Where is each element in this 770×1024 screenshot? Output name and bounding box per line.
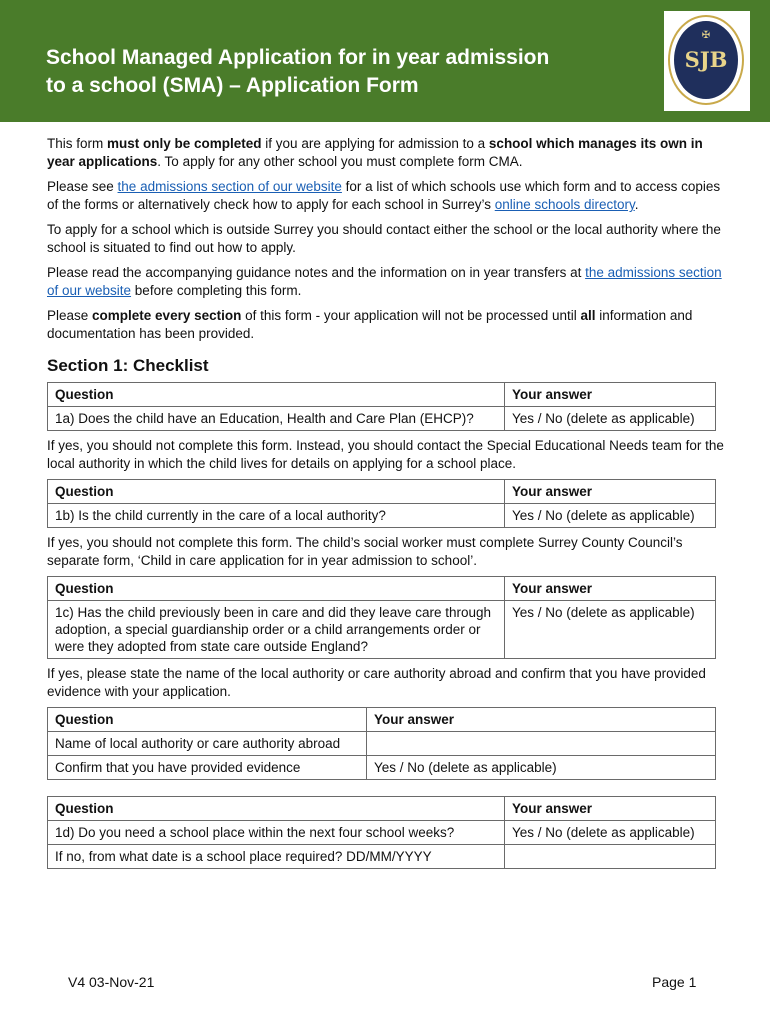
admissions-website-link[interactable]: the admissions section of our website [117, 179, 342, 194]
evidence-label: Confirm that you have provided evidence [48, 756, 367, 780]
table-row [48, 407, 716, 431]
question-1c: 1c) Has the child previously been in care and did they leave care through adoption, a special guardianship order or a child arrangements order or were they adopted from state care outside England? [48, 601, 505, 659]
table-row [48, 845, 716, 869]
schools-directory-link[interactable]: online schools directory [494, 197, 635, 212]
section-1-title: Section 1: Checklist [47, 356, 209, 375]
answer-1d-field[interactable]: Yes / No (delete as applicable) [505, 821, 716, 845]
note-1b: If yes, you should not complete this form. The child’s social worker must complete Surrey County Council’s separate form, ‘Child in care application for in year admission to school’. [47, 535, 683, 568]
form-body [47, 135, 727, 869]
admissions-website-link-2[interactable]: the admissions section of our website [47, 265, 722, 298]
intro-paragraph-3: To apply for a school which is outside Surrey you should contact either the school or the local authority where the school is situated to find out how to apply. [47, 222, 721, 255]
logo-inner [674, 21, 738, 99]
question-1d: 1d) Do you need a school place within the next four school weeks? [48, 821, 505, 845]
table-header-row [48, 480, 716, 504]
text: This form [47, 136, 108, 151]
answer-header: Your answer [367, 708, 716, 732]
local-authority-label: Name of local authority or care authority abroad [48, 732, 367, 756]
local-authority-field[interactable] [367, 732, 716, 756]
text: Please see [47, 179, 118, 194]
text: of this form - your application will not be processed until [241, 308, 581, 323]
title-line-1: School Managed Application for in year admission [46, 46, 550, 69]
intro-paragraph-2 [47, 178, 727, 214]
intro-paragraph-5 [47, 307, 727, 343]
answer-header: Your answer [505, 383, 716, 407]
cross-icon: ✠ [701, 30, 711, 41]
table-row [48, 756, 716, 780]
text: before completing this form. [131, 283, 302, 298]
text: Please read the accompanying guidance notes and the information on in year transfers at [47, 265, 586, 280]
table-row [48, 732, 716, 756]
answer-header: Your answer [505, 577, 716, 601]
text: . [634, 197, 639, 212]
question-table-1d [47, 796, 716, 869]
emphasis: complete every section [92, 308, 242, 323]
text: if you are applying for admission to a [261, 136, 489, 151]
table-row [48, 601, 716, 659]
question-1d-date: If no, from what date is a school place required? DD/MM/YYYY [48, 845, 505, 869]
table-row [48, 504, 716, 528]
text: Please [47, 308, 93, 323]
question-table-1c [47, 576, 716, 659]
answer-1c-field[interactable]: Yes / No (delete as applicable) [505, 601, 716, 659]
note-1c: If yes, please state the name of the local authority or care authority abroad and confirm that you have provided evidence with your application. [47, 666, 706, 699]
intro-paragraph-1 [47, 135, 727, 171]
title-line-2: to a school (SMA) – Application Form [46, 74, 419, 97]
version-label: V4 03-Nov-21 [68, 974, 155, 990]
text: information and documentation has been provided. [47, 308, 693, 341]
question-header: Question [48, 480, 505, 504]
table-header-row [48, 383, 716, 407]
logo-oval [668, 15, 744, 105]
emphasis: must only be completed [107, 136, 262, 151]
text: . To apply for any other school you must complete form CMA. [157, 154, 523, 169]
answer-1a-field[interactable]: Yes / No (delete as applicable) [505, 407, 716, 431]
question-table-1a [47, 382, 716, 431]
answer-1d-date-field[interactable] [505, 845, 716, 869]
page-header [0, 0, 770, 122]
school-logo [664, 11, 750, 111]
table-header-row [48, 577, 716, 601]
page-title [46, 44, 646, 100]
answer-header: Your answer [505, 797, 716, 821]
question-header: Question [48, 708, 367, 732]
question-1b: 1b) Is the child currently in the care of a local authority? [48, 504, 505, 528]
question-1a: 1a) Does the child have an Education, Health and Care Plan (EHCP)? [48, 407, 505, 431]
question-header: Question [48, 383, 505, 407]
logo-text: SJB [684, 47, 728, 72]
intro-paragraph-4 [47, 264, 727, 300]
evidence-field[interactable]: Yes / No (delete as applicable) [367, 756, 716, 780]
emphasis: school which manages its own in year applications [47, 136, 703, 169]
answer-1b-field[interactable]: Yes / No (delete as applicable) [505, 504, 716, 528]
emphasis: all [580, 308, 596, 323]
table-header-row [48, 708, 716, 732]
question-table-1b [47, 479, 716, 528]
question-table-1c-details [47, 707, 716, 780]
page-number: Page 1 [652, 974, 697, 990]
table-header-row [48, 797, 716, 821]
question-header: Question [48, 577, 505, 601]
question-header: Question [48, 797, 505, 821]
note-1a: If yes, you should not complete this form. Instead, you should contact the Special Educational Needs team for the local authority in which the child lives for details on applying for a school place. [47, 438, 724, 471]
text: for a list of which schools use which form and to access copies of the forms or alternatively check how to apply for each school in Surrey’s [47, 179, 721, 212]
answer-header: Your answer [505, 480, 716, 504]
table-row [48, 821, 716, 845]
